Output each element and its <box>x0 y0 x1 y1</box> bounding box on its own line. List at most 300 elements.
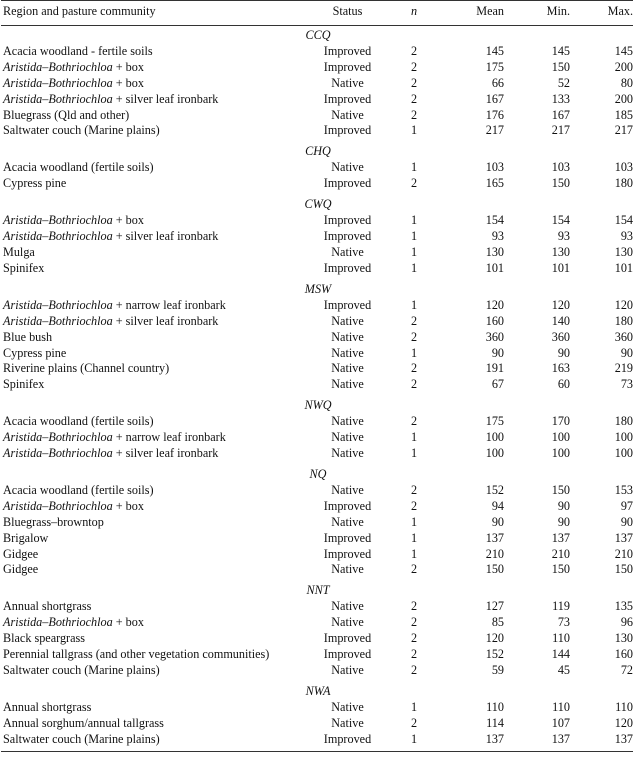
cell-status: Improved <box>323 43 372 58</box>
cell-min: 101 <box>551 260 570 275</box>
cell-min: 107 <box>551 715 570 730</box>
cell-n: 1 <box>410 699 418 714</box>
cell-mean: 120 <box>485 297 504 312</box>
region-group <box>1 679 633 751</box>
header-max: Max. <box>570 1 633 26</box>
cell-min: 103 <box>551 160 570 175</box>
community-pre-text: Mulga <box>3 244 35 259</box>
cell-community <box>1 531 305 547</box>
cell-status: Native <box>331 244 364 259</box>
community-post-text: + box <box>112 615 144 630</box>
cell-community <box>1 330 305 346</box>
cell-mean: 152 <box>485 482 504 497</box>
region-row <box>1 192 633 213</box>
cell-min: 90 <box>557 514 570 529</box>
cell-community <box>1 361 305 377</box>
region-group <box>1 25 633 139</box>
community-post-text: + box <box>112 59 144 74</box>
cell-n: 1 <box>390 732 438 751</box>
cell-mean: 120 <box>485 631 504 646</box>
cell-mean: 176 <box>485 107 504 122</box>
cell-community <box>1 647 305 663</box>
cell-mean: 90 <box>491 514 504 529</box>
header-region-community: Region and pasture community <box>1 1 305 26</box>
cell-status: Native <box>331 599 364 614</box>
cell-status: Improved <box>323 647 372 662</box>
table-row <box>1 700 633 716</box>
cell-community <box>1 60 305 76</box>
table-row <box>1 483 633 499</box>
cell-n: 2 <box>410 647 418 662</box>
community-pre-text: Spinifex <box>3 260 45 275</box>
community-pre-text: Spinifex <box>3 377 45 392</box>
cell-max: 103 <box>614 160 633 175</box>
cell-max: 360 <box>614 329 633 344</box>
cell-community <box>1 346 305 362</box>
cell-max: 160 <box>614 647 633 662</box>
table-row <box>1 245 633 261</box>
cell-community <box>1 123 305 139</box>
region-cell <box>1 25 633 44</box>
cell-n: 1 <box>410 260 418 275</box>
table-row <box>1 330 633 346</box>
community-post-text: + silver leaf ironbark <box>112 229 219 244</box>
cell-status: Improved <box>323 91 372 106</box>
cell-max: 135 <box>614 599 633 614</box>
table-row <box>1 716 633 732</box>
region-row <box>1 139 633 160</box>
cell-community <box>1 483 305 499</box>
cell-community <box>1 515 305 531</box>
table-row <box>1 515 633 531</box>
table-row <box>1 377 633 393</box>
cell-max: 101 <box>614 260 633 275</box>
table-row <box>1 361 633 377</box>
community-italic-text: Aristida–Bothriochloa <box>3 59 113 74</box>
cell-mean: 67 <box>491 377 504 392</box>
community-pre-text: Bluegrass–browntop <box>3 514 104 529</box>
region-cell <box>1 277 633 298</box>
cell-max: 97 <box>620 498 633 513</box>
cell-mean: 114 <box>486 715 504 730</box>
community-pre-text: Acacia woodland (fertile soils) <box>3 482 154 497</box>
table-row <box>1 531 633 547</box>
cell-mean: 93 <box>491 229 504 244</box>
table-row <box>1 92 633 108</box>
cell-status: Native <box>331 313 364 328</box>
cell-max: 80 <box>620 75 633 90</box>
cell-min: 360 <box>551 329 570 344</box>
region-row <box>1 277 633 298</box>
region-cell <box>1 139 633 160</box>
community-italic-text: Aristida–Bothriochloa <box>3 446 113 461</box>
cell-max: 150 <box>614 562 633 577</box>
region-group <box>1 277 633 393</box>
header-n: n <box>390 1 438 26</box>
cell-mean: 167 <box>485 91 504 106</box>
cell-max: 210 <box>614 546 633 561</box>
community-italic-text: Aristida–Bothriochloa <box>3 498 113 513</box>
cell-mean: 94 <box>491 498 504 513</box>
cell-status: Improved <box>323 260 372 275</box>
cell-community <box>1 631 305 647</box>
region-label: CWQ <box>304 197 332 212</box>
cell-max: 145 <box>614 43 633 58</box>
cell-community <box>1 599 305 615</box>
cell-status: Improved <box>305 732 390 751</box>
community-pre-text: Black speargrass <box>3 631 86 646</box>
cell-mean: 175 <box>485 414 504 429</box>
region-group <box>1 578 633 679</box>
cell-max: 217 <box>614 123 633 138</box>
header-row <box>1 1 633 26</box>
region-group <box>1 393 633 462</box>
cell-status: Improved <box>323 631 372 646</box>
cell-n: 1 <box>410 213 418 228</box>
community-post-text: + box <box>112 213 144 228</box>
table-row <box>1 346 633 362</box>
cell-n: 2 <box>410 498 418 513</box>
header-min: Min. <box>504 1 570 26</box>
cell-status: Native <box>331 361 364 376</box>
cell-status: Native <box>331 75 364 90</box>
region-group <box>1 462 633 578</box>
cell-min: 150 <box>551 562 570 577</box>
cell-n: 2 <box>410 361 418 376</box>
table-row <box>1 547 633 563</box>
cell-status: Native <box>331 615 364 630</box>
cell-community <box>1 499 305 515</box>
community-post-text: + silver leaf ironbark <box>112 91 219 106</box>
cell-max: 180 <box>614 176 633 191</box>
cell-min: 119 <box>552 599 570 614</box>
region-label: MSW <box>304 281 332 296</box>
table-row <box>1 615 633 631</box>
cell-status: Native <box>331 663 364 677</box>
community-italic-text: Aristida–Bothriochloa <box>3 297 113 312</box>
cell-status: Improved <box>323 297 372 312</box>
cell-mean: 137 <box>438 732 504 751</box>
cell-min: 150 <box>551 176 570 191</box>
cell-min: 100 <box>551 430 570 445</box>
region-label: NQ <box>309 466 327 481</box>
cell-min: 133 <box>551 91 570 106</box>
cell-n: 2 <box>410 107 418 122</box>
cell-n: 2 <box>410 663 418 677</box>
table-row <box>1 298 633 314</box>
cell-status: Improved <box>323 123 372 138</box>
cell-n: 1 <box>410 514 418 529</box>
table-row <box>1 414 633 430</box>
community-post-text: + narrow leaf ironbark <box>112 430 226 445</box>
cell-status: Native <box>331 329 364 344</box>
region-label: CCQ <box>305 27 331 42</box>
cell-status: Improved <box>323 546 372 561</box>
community-italic-text: Aristida–Bothriochloa <box>3 615 113 630</box>
header-mean: Mean <box>438 1 504 26</box>
community-italic-text: Aristida–Bothriochloa <box>3 213 113 228</box>
cell-max: 90 <box>620 345 633 360</box>
table-row <box>1 229 633 245</box>
table-row <box>1 562 633 578</box>
cell-community <box>1 663 305 679</box>
region-row <box>1 25 633 44</box>
region-label: NWQ <box>304 398 332 413</box>
cell-status: Native <box>331 562 364 577</box>
cell-max: 137 <box>570 732 633 751</box>
cell-community <box>1 716 305 732</box>
table-row <box>1 261 633 277</box>
cell-community <box>1 92 305 108</box>
region-group <box>1 192 633 277</box>
region-row <box>1 462 633 483</box>
table-row <box>1 499 633 515</box>
community-pre-text: Saltwater couch (Marine plains) <box>3 731 160 746</box>
cell-min: 120 <box>551 297 570 312</box>
table-row <box>1 76 633 92</box>
cell-max: 90 <box>620 514 633 529</box>
cell-mean: 145 <box>485 43 504 58</box>
region-cell <box>1 462 633 483</box>
region-label: CHQ <box>305 144 331 159</box>
community-pre-text: Riverine plains (Channel country) <box>3 361 170 376</box>
cell-mean: 85 <box>491 615 504 630</box>
cell-mean: 191 <box>485 361 504 376</box>
cell-status: Improved <box>323 498 372 513</box>
cell-mean: 100 <box>485 430 504 445</box>
cell-mean: 217 <box>485 123 504 138</box>
cell-max: 120 <box>614 297 633 312</box>
cell-max: 130 <box>614 631 633 646</box>
cell-min: 144 <box>551 647 570 662</box>
region-label: NNT <box>306 583 330 598</box>
cell-community <box>1 213 305 229</box>
cell-n: 2 <box>410 176 418 191</box>
cell-min: 110 <box>552 631 570 646</box>
cell-n: 2 <box>410 414 418 429</box>
table-row <box>1 60 633 76</box>
cell-min: 52 <box>557 75 570 90</box>
cell-min: 90 <box>557 498 570 513</box>
cell-mean: 165 <box>485 176 504 191</box>
community-post-text: + narrow leaf ironbark <box>112 297 226 312</box>
region-row <box>1 679 633 700</box>
cell-status: Native <box>331 514 364 529</box>
cell-status: Native <box>331 699 364 714</box>
cell-mean: 101 <box>485 260 504 275</box>
cell-mean: 127 <box>485 599 504 614</box>
table-row <box>1 123 633 139</box>
cell-min: 145 <box>551 43 570 58</box>
cell-status: Native <box>331 446 364 461</box>
cell-min: 170 <box>551 414 570 429</box>
cell-mean: 210 <box>485 546 504 561</box>
table-row <box>1 647 633 663</box>
region-cell <box>1 192 633 213</box>
cell-min: 45 <box>557 663 570 677</box>
community-pre-text: Acacia woodland (fertile soils) <box>3 414 154 429</box>
cell-mean: 100 <box>485 446 504 461</box>
cell-n: 2 <box>410 631 418 646</box>
community-italic-text: Aristida–Bothriochloa <box>3 229 113 244</box>
community-italic-text: Aristida–Bothriochloa <box>3 430 113 445</box>
cell-max: 72 <box>620 663 633 677</box>
community-pre-text: Perennial tallgrass (and other vegetation communities) <box>3 647 270 662</box>
region-group <box>1 139 633 192</box>
cell-status: Native <box>331 377 364 392</box>
cell-mean: 175 <box>485 59 504 74</box>
cell-status: Improved <box>323 530 372 545</box>
cell-n: 1 <box>410 297 418 312</box>
cell-status: Improved <box>323 213 372 228</box>
cell-mean: 130 <box>485 244 504 259</box>
cell-community <box>1 414 305 430</box>
table-header <box>1 1 633 26</box>
cell-min: 110 <box>552 699 570 714</box>
cell-min: 73 <box>557 615 570 630</box>
cell-max: 73 <box>620 377 633 392</box>
cell-status: Native <box>331 345 364 360</box>
cell-community <box>1 176 305 192</box>
cell-max: 180 <box>614 313 633 328</box>
cell-min: 140 <box>551 313 570 328</box>
community-pre-text: Acacia woodland (fertile soils) <box>3 160 154 175</box>
cell-max: 130 <box>614 244 633 259</box>
cell-status: Native <box>331 715 364 730</box>
cell-community <box>1 245 305 261</box>
community-pre-text: Gidgee <box>3 562 39 577</box>
region-cell <box>1 578 633 599</box>
cell-status: Native <box>331 160 364 175</box>
cell-min: 154 <box>551 213 570 228</box>
cell-community <box>1 732 305 751</box>
cell-community <box>1 547 305 563</box>
community-post-text: + silver leaf ironbark <box>112 446 219 461</box>
cell-status: Improved <box>323 176 372 191</box>
cell-min: 60 <box>557 377 570 392</box>
table-row <box>1 430 633 446</box>
cell-max: 100 <box>614 446 633 461</box>
cell-max: 200 <box>614 59 633 74</box>
cell-mean: 360 <box>485 329 504 344</box>
table-row <box>1 732 633 751</box>
cell-status: Native <box>331 430 364 445</box>
cell-status: Improved <box>323 59 372 74</box>
community-pre-text: Gidgee <box>3 546 39 561</box>
cell-community <box>1 314 305 330</box>
cell-max: 96 <box>620 615 633 630</box>
community-italic-text: Aristida–Bothriochloa <box>3 313 113 328</box>
region-label: NWA <box>305 683 331 698</box>
cell-min: 90 <box>557 345 570 360</box>
cell-n: 2 <box>410 715 418 730</box>
cell-community <box>1 377 305 393</box>
cell-status: Native <box>331 414 364 429</box>
cell-n: 1 <box>410 446 418 461</box>
table-row <box>1 599 633 615</box>
region-cell <box>1 679 633 700</box>
community-pre-text: Bluegrass (Qld and other) <box>3 107 130 122</box>
community-pre-text: Annual shortgrass <box>3 699 92 714</box>
cell-min: 217 <box>551 123 570 138</box>
cell-community <box>1 44 305 60</box>
cell-n: 1 <box>410 430 418 445</box>
region-row <box>1 578 633 599</box>
cell-n: 1 <box>410 229 418 244</box>
cell-min: 137 <box>551 530 570 545</box>
cell-max: 153 <box>614 482 633 497</box>
table-row <box>1 663 633 679</box>
cell-min: 167 <box>551 107 570 122</box>
cell-mean: 150 <box>485 562 504 577</box>
cell-min: 163 <box>551 361 570 376</box>
header-status: Status <box>305 1 390 26</box>
cell-community <box>1 430 305 446</box>
cell-community <box>1 298 305 314</box>
cell-max: 200 <box>614 91 633 106</box>
cell-mean: 110 <box>486 699 504 714</box>
community-pre-text: Cypress pine <box>3 345 67 360</box>
cell-min: 150 <box>551 59 570 74</box>
cell-mean: 154 <box>485 213 504 228</box>
cell-min: 137 <box>504 732 570 751</box>
cell-min: 100 <box>551 446 570 461</box>
cell-mean: 59 <box>491 663 504 677</box>
table-row <box>1 176 633 192</box>
table-row <box>1 213 633 229</box>
region-row <box>1 393 633 414</box>
cell-community <box>1 108 305 124</box>
table-row <box>1 314 633 330</box>
cell-status: Native <box>331 107 364 122</box>
cell-n: 2 <box>410 599 418 614</box>
cell-community <box>1 615 305 631</box>
cell-community <box>1 229 305 245</box>
cell-n: 1 <box>410 345 418 360</box>
cell-max: 110 <box>615 699 633 714</box>
community-pre-text: Saltwater couch (Marine plains) <box>3 663 160 677</box>
cell-status: Native <box>331 482 364 497</box>
community-pre-text: Cypress pine <box>3 176 67 191</box>
table-row <box>1 44 633 60</box>
cell-community <box>1 700 305 716</box>
cell-n: 2 <box>410 329 418 344</box>
cell-community <box>1 446 305 462</box>
table-row <box>1 446 633 462</box>
cell-n: 1 <box>410 160 418 175</box>
cell-mean: 103 <box>485 160 504 175</box>
cell-n: 2 <box>410 377 418 392</box>
cell-n: 2 <box>410 562 418 577</box>
community-post-text: + box <box>112 75 144 90</box>
cell-n: 2 <box>410 75 418 90</box>
cell-n: 2 <box>410 59 418 74</box>
cell-max: 154 <box>614 213 633 228</box>
community-pre-text: Annual sorghum/annual tallgrass <box>3 715 164 730</box>
cell-mean: 152 <box>485 647 504 662</box>
cell-n: 1 <box>410 546 418 561</box>
data-table <box>1 0 633 752</box>
cell-n: 2 <box>410 91 418 106</box>
cell-n: 2 <box>410 615 418 630</box>
community-post-text: + box <box>112 498 144 513</box>
community-italic-text: Aristida–Bothriochloa <box>3 91 113 106</box>
cell-min: 150 <box>551 482 570 497</box>
table-row <box>1 160 633 176</box>
cell-n: 2 <box>410 43 418 58</box>
cell-mean: 66 <box>491 75 504 90</box>
cell-max: 93 <box>620 229 633 244</box>
